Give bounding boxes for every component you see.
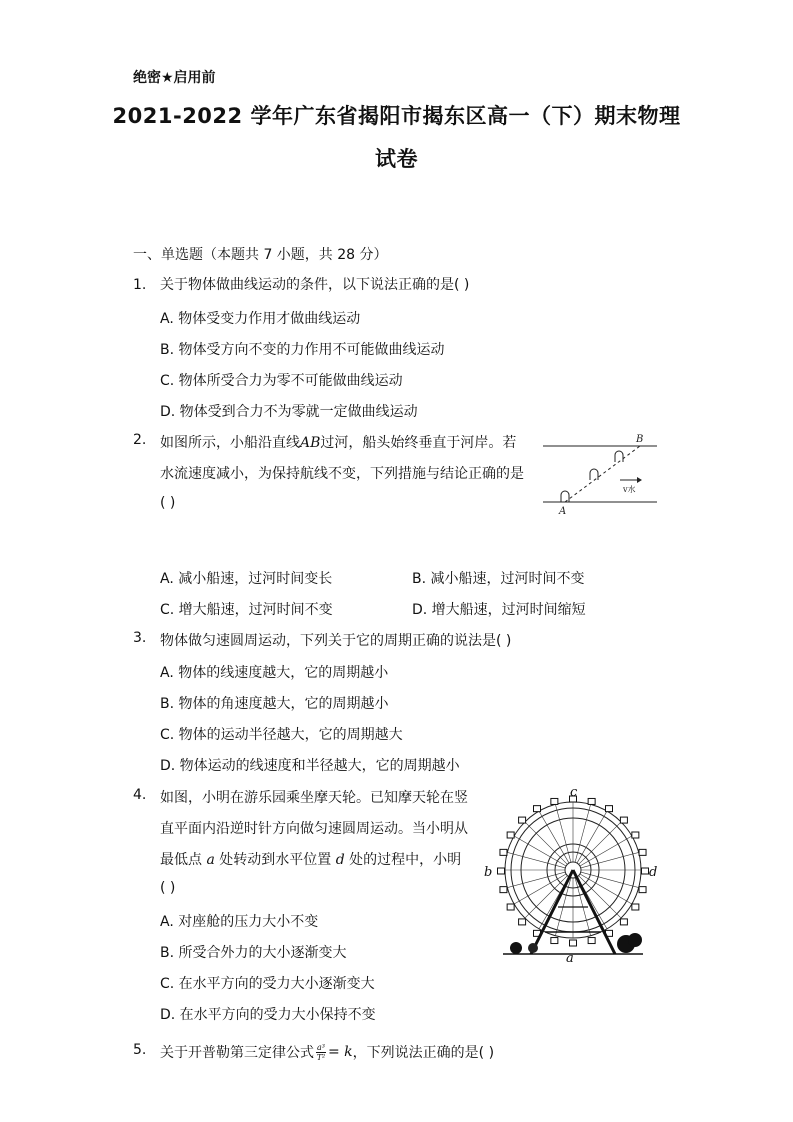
point-c-label: c bbox=[570, 785, 578, 800]
gondola bbox=[570, 940, 577, 946]
option-b: B. 所受合外力的大小逐渐变大 bbox=[160, 945, 347, 961]
gondola bbox=[507, 904, 514, 910]
option-c: C. 增大船速，过河时间不变 bbox=[160, 602, 333, 618]
option-c: C. 物体所受合力为零不可能做曲线运动 bbox=[160, 373, 403, 389]
gondola bbox=[519, 919, 526, 925]
gondola bbox=[639, 849, 646, 855]
option-a: A. 物体的线速度越大，它的周期越小 bbox=[160, 665, 389, 681]
confidential-label: 绝密★启用前 bbox=[133, 70, 216, 86]
option-a: A. 减小船速，过河时间变长 bbox=[160, 571, 333, 587]
gondola bbox=[498, 868, 505, 874]
flow-label: v水 bbox=[623, 485, 636, 494]
question-text-line3: 最低点 a 处转动到水平位置 d 处的过程中，小明 bbox=[160, 852, 462, 868]
gondola bbox=[534, 806, 541, 812]
question-number: 2. bbox=[133, 432, 147, 448]
section-heading: 一、单选题（本题共 7 小题，共 28 分） bbox=[133, 247, 388, 263]
point-a-label: A bbox=[559, 506, 567, 516]
river-crossing-figure bbox=[535, 430, 660, 516]
kepler-formula-fraction: $\frac{\text{a³}}{\text{T²}}$ bbox=[316, 1042, 326, 1062]
exam-title-line2: 试卷 bbox=[375, 147, 418, 171]
exam-title-line1: 2021-2022 学年广东省揭阳市揭东区高一（下）期末物理 bbox=[112, 104, 681, 128]
gondola bbox=[551, 938, 558, 944]
gondola bbox=[588, 798, 595, 804]
option-b: B. 物体的角速度越大，它的周期越小 bbox=[160, 696, 389, 712]
ferris-wheel-figure bbox=[478, 782, 668, 970]
question-text-line2: 直平面内沿逆时针方向做匀速圆周运动。当小明从 bbox=[160, 821, 468, 837]
question-text-line4: ( ) bbox=[160, 880, 176, 896]
gondola bbox=[500, 887, 507, 893]
gondola bbox=[507, 832, 514, 838]
gondola bbox=[639, 887, 646, 893]
question-number: 1. bbox=[133, 277, 147, 293]
question-text-line3: ( ) bbox=[160, 495, 176, 511]
question-text-line1: 如图所示，小船沿直线AB过河，船头始终垂直于河岸。若 bbox=[160, 435, 517, 451]
option-d: D. 物体运动的线速度和半径越大，它的周期越小 bbox=[160, 758, 460, 774]
gondola bbox=[620, 919, 627, 925]
option-c: C. 物体的运动半径越大，它的周期越大 bbox=[160, 727, 403, 743]
question-number: 3. bbox=[133, 630, 147, 646]
option-b: B. 物体受方向不变的力作用不可能做曲线运动 bbox=[160, 342, 445, 358]
point-b-label: B bbox=[636, 434, 644, 445]
option-c: C. 在水平方向的受力大小逐渐变大 bbox=[160, 976, 375, 992]
option-d: D. 物体受到合力不为零就一定做曲线运动 bbox=[160, 404, 418, 420]
gondola bbox=[620, 817, 627, 823]
option-d: D. 在水平方向的受力大小保持不变 bbox=[160, 1007, 376, 1023]
gondola bbox=[519, 817, 526, 823]
gondola bbox=[588, 938, 595, 944]
question-number: 5. bbox=[133, 1042, 147, 1058]
ferris-wheel bbox=[498, 796, 649, 954]
gondola bbox=[500, 849, 507, 855]
option-a: A. 物体受变力作用才做曲线运动 bbox=[160, 311, 361, 327]
point-d-label: d bbox=[649, 865, 658, 880]
gondola bbox=[606, 806, 613, 812]
gondola bbox=[632, 904, 639, 910]
option-b: B. 减小船速，过河时间不变 bbox=[412, 571, 585, 587]
point-b-label: b bbox=[484, 865, 493, 880]
gondola bbox=[632, 832, 639, 838]
option-d: D. 增大船速，过河时间缩短 bbox=[412, 602, 586, 618]
option-a: A. 对座舱的压力大小不变 bbox=[160, 914, 319, 930]
gondola bbox=[642, 868, 649, 874]
point-a-label: a bbox=[566, 951, 574, 966]
gondola bbox=[551, 798, 558, 804]
question-text: 物体做匀速圆周运动，下列关于它的周期正确的说法是( ) bbox=[160, 633, 512, 649]
question-text: 关于开普勒第三定律公式 $\frac{\text{a³}}{\text{T²}}$ = k ，下列说法正确的是( ) bbox=[160, 1042, 495, 1062]
question-text: 关于物体做曲线运动的条件，以下说法正确的是( ) bbox=[160, 277, 470, 293]
question-text-line1: 如图，小明在游乐园乘坐摩天轮。已知摩天轮在竖 bbox=[160, 790, 468, 806]
question-text-line2: 水流速度减小，为保持航线不变，下列措施与结论正确的是 bbox=[160, 466, 524, 482]
question-number: 4. bbox=[133, 787, 147, 803]
